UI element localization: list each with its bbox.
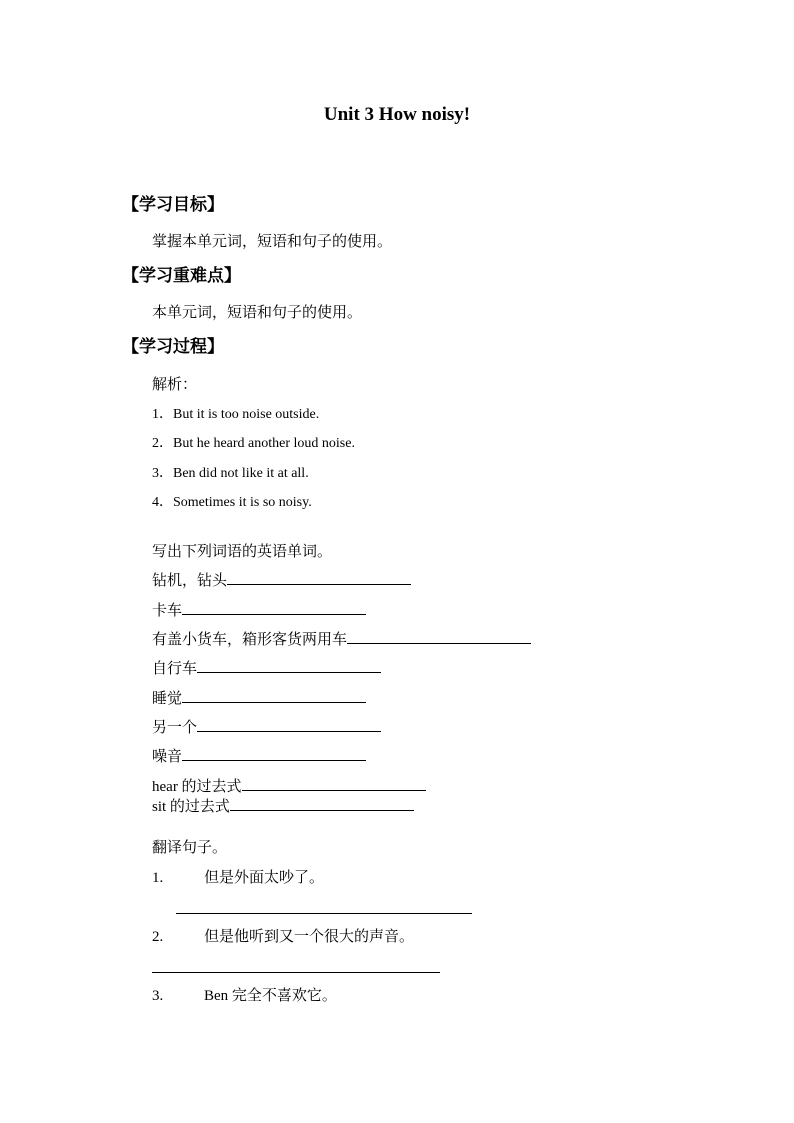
analysis-item-number: 1． xyxy=(152,407,173,422)
translate-item-number: 1. xyxy=(152,870,164,886)
analysis-item-number: 2． xyxy=(152,436,173,451)
analysis-item xyxy=(152,403,319,423)
goal-text: 掌握本单元词，短语和句子的使用。 xyxy=(152,234,393,250)
vocab-item xyxy=(152,569,411,590)
vocab-instruction: 写出下列词语的英语单词。 xyxy=(152,544,333,560)
analysis-item-text: Ben did not like it at all. xyxy=(173,466,309,481)
translate-item xyxy=(152,925,414,946)
translate-item-number: 3. xyxy=(152,988,164,1004)
vocab-prompt: 钻机，钻头 xyxy=(152,573,228,589)
translate-item xyxy=(152,866,324,887)
analysis-item xyxy=(152,432,355,452)
analysis-item xyxy=(152,462,309,482)
translate-item xyxy=(152,984,337,1005)
answer-blank[interactable] xyxy=(182,600,366,615)
answer-blank[interactable] xyxy=(347,629,531,644)
vocab-item xyxy=(152,716,381,737)
answer-blank[interactable] xyxy=(230,796,414,811)
key-text: 本单元词，短语和句子的使用。 xyxy=(152,305,363,321)
analysis-item xyxy=(152,491,312,511)
process-heading: 【学习过程】 xyxy=(122,337,224,356)
vocab-item xyxy=(152,795,414,816)
translate-item-text: Ben 完全不喜欢它。 xyxy=(204,988,337,1004)
page-title: Unit 3 How noisy! xyxy=(323,104,471,125)
vocab-prompt: 自行车 xyxy=(152,661,198,677)
vocab-prompt: hear 的过去式 xyxy=(152,779,242,795)
goal-heading: 【学习目标】 xyxy=(122,195,224,214)
analysis-item-text: But it is too noise outside. xyxy=(173,407,320,422)
answer-line[interactable] xyxy=(152,972,440,973)
vocab-prompt: 另一个 xyxy=(152,720,198,736)
answer-blank[interactable] xyxy=(182,746,366,761)
answer-line[interactable] xyxy=(176,913,472,914)
answer-blank[interactable] xyxy=(227,570,411,585)
analysis-item-number: 3． xyxy=(152,466,173,481)
analysis-label: 解析： xyxy=(152,377,198,393)
translate-item-text: 但是外面太吵了。 xyxy=(204,870,325,886)
answer-blank[interactable] xyxy=(242,776,426,791)
vocab-prompt: 有盖小货车，箱形客货两用车 xyxy=(152,632,348,648)
answer-blank[interactable] xyxy=(197,658,381,673)
vocab-item xyxy=(152,599,366,620)
vocab-item xyxy=(152,628,531,649)
vocab-prompt: 睡觉 xyxy=(152,691,183,707)
vocab-item xyxy=(152,745,366,766)
analysis-item-text: Sometimes it is so noisy. xyxy=(173,495,312,510)
key-heading: 【学习重难点】 xyxy=(122,266,241,285)
translate-item-text: 但是他听到又一个很大的声音。 xyxy=(204,929,415,945)
analysis-item-text: But he heard another loud noise. xyxy=(173,436,355,451)
vocab-item xyxy=(152,657,381,678)
translate-item-number: 2. xyxy=(152,929,164,945)
analysis-item-number: 4． xyxy=(152,495,173,510)
vocab-item xyxy=(152,687,366,708)
answer-blank[interactable] xyxy=(182,688,366,703)
vocab-prompt: 噪音 xyxy=(152,749,183,765)
vocab-prompt: 卡车 xyxy=(152,603,183,619)
answer-blank[interactable] xyxy=(197,717,381,732)
vocab-item xyxy=(152,775,426,796)
translate-instruction: 翻译句子。 xyxy=(152,840,228,856)
vocab-prompt: sit 的过去式 xyxy=(152,799,230,815)
